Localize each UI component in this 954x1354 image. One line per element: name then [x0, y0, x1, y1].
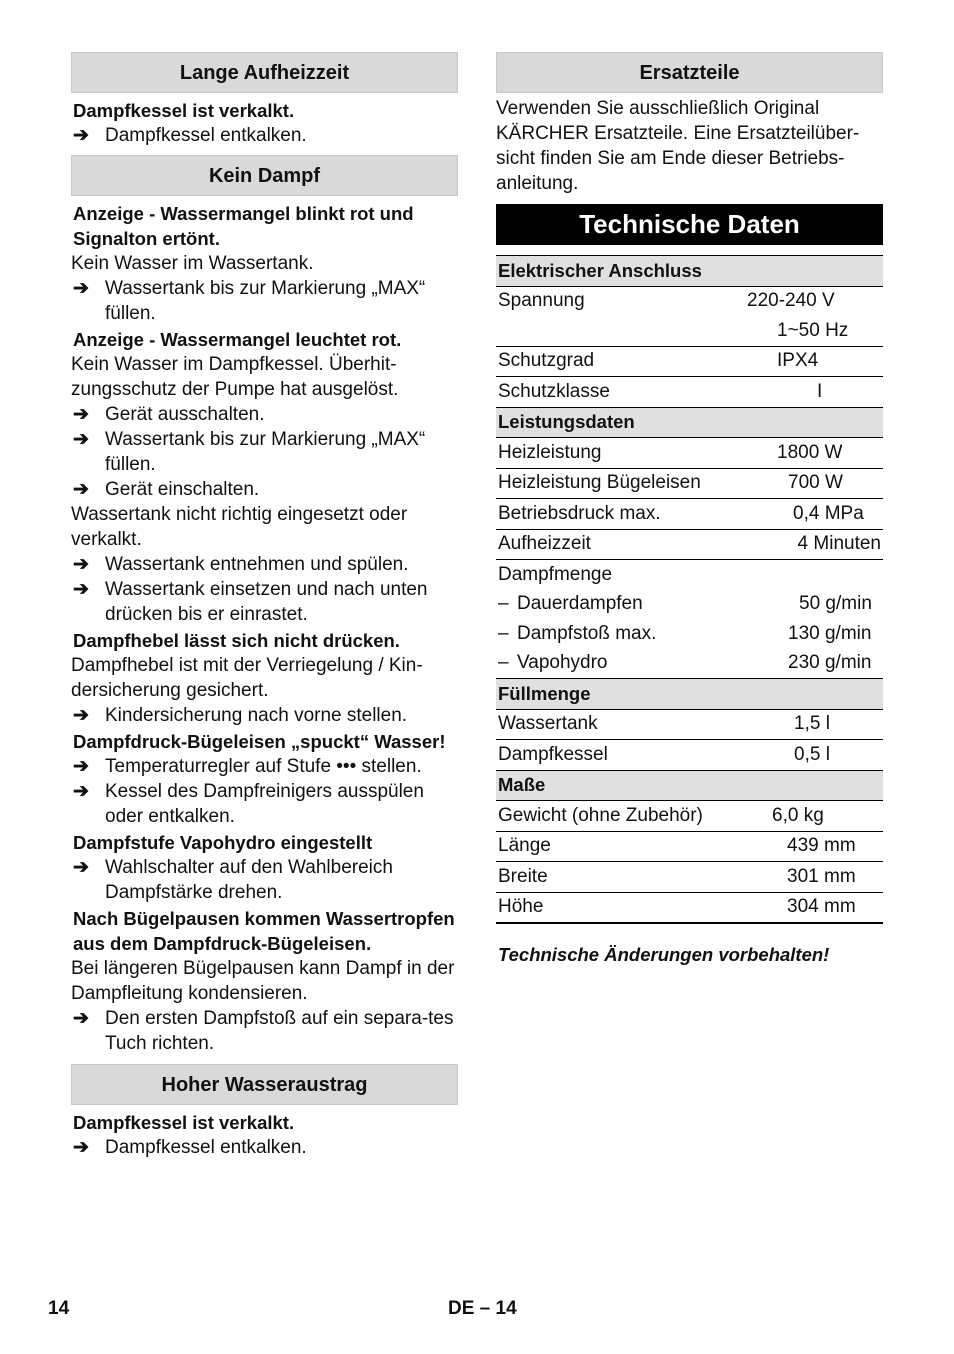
table-row: Betriebsdruck max. 0,4 MPa — [496, 499, 883, 530]
arrow-icon: ➔ — [73, 857, 89, 878]
arrow-icon: ➔ — [73, 781, 89, 802]
step-item: ➔ Gerät einschalten. — [73, 479, 260, 500]
step-item: ➔ Wassertank bis zur Markierung „MAX“ füllen. — [73, 278, 426, 324]
table-row: – Dampfstoß max. 130 g/min — [498, 622, 872, 644]
step-item: ➔ Kessel des Dampfreinigers ausspülen oder entkalken. — [73, 781, 424, 827]
table-row: Schutzklasse I — [496, 377, 883, 408]
step-item: ➔ Temperaturregler auf Stufe ••• stellen. — [73, 756, 422, 777]
arrow-icon: ➔ — [73, 404, 89, 425]
arrow-icon: ➔ — [73, 125, 89, 146]
page-number: 14 — [48, 1298, 70, 1319]
arrow-icon: ➔ — [73, 756, 89, 777]
table-group-row: Elektrischer Anschluss — [496, 256, 883, 287]
left-column — [71, 52, 458, 1160]
table-row: Aufheizzeit 4 Minuten — [496, 529, 883, 560]
arrow-icon: ➔ — [73, 554, 89, 575]
technical-data-heading: Technische Daten — [496, 204, 883, 245]
arrow-icon: ➔ — [73, 1008, 89, 1029]
step-item: ➔ Dampfkessel entkalken. — [73, 125, 307, 146]
section-head-hoher-wasseraustrag: Hoher Wasseraustrag — [71, 1064, 458, 1105]
cause-text: Dampfkessel ist verkalkt. — [73, 1112, 295, 1133]
step-item: ➔ Wassertank einsetzen und nach unten drücken bis er einrastet. — [73, 579, 428, 625]
table-row: Dampfmenge — [498, 563, 613, 585]
table-row: Wassertank 1,5 l — [496, 709, 883, 740]
arrow-icon: ➔ — [73, 479, 89, 500]
cause-text: Dampfkessel ist verkalkt. — [73, 100, 295, 121]
technical-data-table — [496, 255, 883, 924]
table-row: Schutzgrad IPX4 — [496, 346, 883, 377]
body-text: Kein Wasser im Dampfkessel. Überhit-zungsschutz der Pumpe hat ausgelöst. — [71, 354, 399, 400]
cause-text: Dampfhebel lässt sich nicht drücken. — [73, 630, 400, 651]
table-row: Länge 439 mm — [496, 831, 883, 862]
body-text: Bei längeren Bügelpausen kann Dampf in der Dampfleitung kondensieren. — [71, 958, 455, 1004]
table-row: Heizleistung Bügeleisen 700 W — [496, 468, 883, 499]
step-item: ➔ Wassertank bis zur Markierung „MAX“ füllen. — [73, 429, 426, 475]
cause-text: Anzeige - Wassermangel blinkt rot und Signalton ertönt. — [73, 203, 414, 249]
table-row: Spannung 220-240 V — [498, 290, 835, 312]
page-label: DE – 14 — [448, 1298, 517, 1319]
arrow-icon: ➔ — [73, 429, 89, 450]
cause-text: Dampfdruck-Bügeleisen „spuckt“ Wasser! — [73, 731, 446, 752]
arrow-icon: ➔ — [73, 705, 89, 726]
arrow-icon: ➔ — [73, 579, 89, 600]
step-item: ➔ Gerät ausschalten. — [73, 404, 265, 425]
table-row: 1~50 Hz — [496, 316, 883, 346]
table-row: Heizleistung 1800 W — [496, 438, 883, 469]
cause-text: Anzeige - Wassermangel leuchtet rot. — [73, 329, 402, 350]
table-row: – Vapohydro 230 g/min — [498, 652, 872, 674]
arrow-icon: ➔ — [73, 278, 89, 299]
arrow-icon: ➔ — [73, 1137, 89, 1158]
body-text: Wassertank nicht richtig eingesetzt oder verkalkt. — [71, 504, 408, 550]
footnote: Technische Änderungen vorbehalten! — [498, 944, 830, 965]
table-group-row: Füllmenge — [496, 679, 883, 710]
table-row: Höhe 304 mm — [496, 892, 883, 923]
table-group-row: Leistungsdaten — [496, 407, 883, 438]
table-row: Dampfkessel 0,5 l — [496, 740, 883, 771]
body-text: Dampfhebel ist mit der Verriegelung / Kin-dersicherung gesichert. — [71, 655, 423, 701]
section-head-kein-dampf: Kein Dampf — [71, 155, 458, 196]
table-row: – Dauerdampfen 50 g/min — [498, 593, 872, 615]
section-head-ersatzteile: Ersatzteile — [496, 52, 883, 93]
right-column — [496, 52, 883, 966]
step-item: ➔ Den ersten Dampfstoß auf ein separa-tes Tuch richten. — [73, 1008, 454, 1054]
step-item: ➔ Wahlschalter auf den Wahlbereich Dampfstärke drehen. — [73, 857, 393, 903]
table-row: Breite 301 mm — [496, 862, 883, 893]
table-group-row: Maße — [496, 770, 883, 801]
step-item: ➔ Wassertank entnehmen und spülen. — [73, 554, 409, 575]
section-head-lange-aufheizzeit: Lange Aufheizzeit — [71, 52, 458, 93]
body-text: Kein Wasser im Wassertank. — [71, 253, 314, 274]
cause-text: Nach Bügelpausen kommen Wassertropfen aus dem Dampfdruck-Bügeleisen. — [73, 908, 455, 954]
step-item: ➔ Kindersicherung nach vorne stellen. — [73, 705, 408, 726]
body-text: Verwenden Sie ausschließlich Original KÄRCHER Ersatzteile. Eine Ersatzteilüber-sicht finden Sie am Ende dieser Betriebs-anleitung. — [496, 98, 860, 194]
table-row: Gewicht (ohne Zubehör) 6,0 kg — [496, 801, 883, 832]
cause-text: Dampfstufe Vapohydro eingestellt — [73, 832, 373, 853]
step-item: ➔ Dampfkessel entkalken. — [73, 1137, 307, 1158]
